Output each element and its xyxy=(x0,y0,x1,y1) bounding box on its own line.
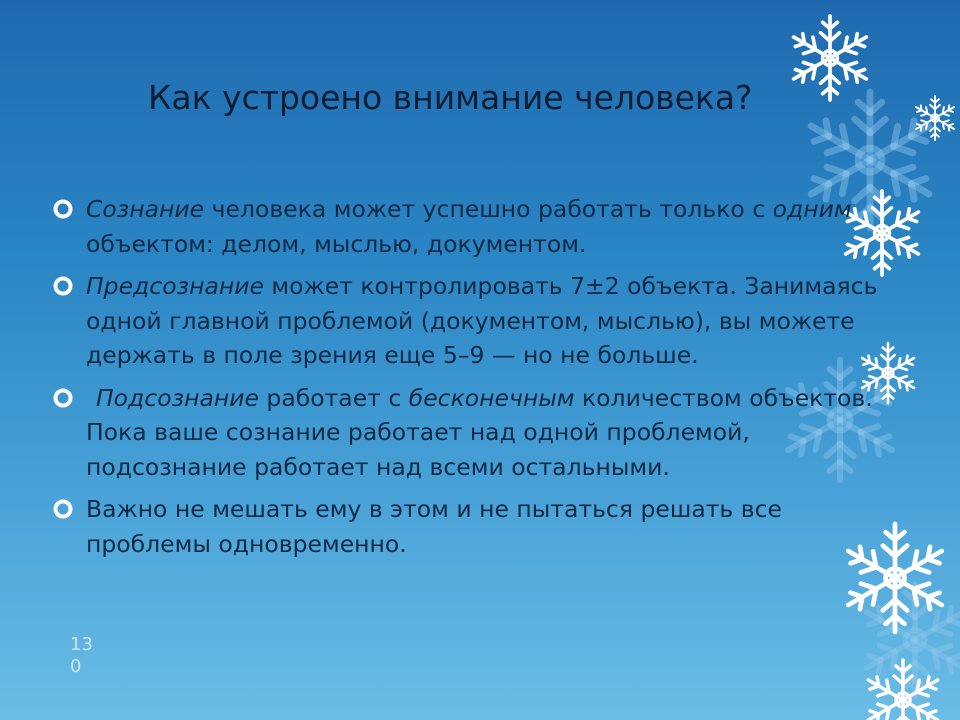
bullet-list xyxy=(52,192,902,561)
term-preconscious: Предсознание xyxy=(86,272,264,300)
emphasis-infinite: бесконечным xyxy=(408,383,575,412)
ring-bullet-icon xyxy=(52,498,74,520)
bullet-item xyxy=(52,192,902,261)
term-consciousness: Сознание xyxy=(86,195,205,223)
bullet-item xyxy=(52,269,902,373)
bullet-text-part: объектом: делом, мыслью, документом. xyxy=(86,229,587,258)
emphasis-one: одним xyxy=(772,195,852,223)
bullet-item xyxy=(52,492,902,561)
slide-title: Как устроено внимание человека? xyxy=(148,78,753,117)
page-number xyxy=(70,634,93,678)
snowflake-icon xyxy=(864,660,942,720)
bullet-text-part: человека может успешно работать только с xyxy=(204,195,773,223)
ring-bullet-icon xyxy=(52,275,74,297)
bullet-text xyxy=(86,195,852,258)
page-number-line: 13 xyxy=(70,634,93,655)
term-subconscious: Подсознание xyxy=(96,383,259,412)
bullet-text xyxy=(86,384,873,481)
bullet-text-part: работает с xyxy=(258,383,409,412)
ring-bullet-icon xyxy=(52,387,74,409)
bullet-item xyxy=(52,381,902,485)
bullet-text-part: количеством объектов. Пока ваше сознание работает над одной проблемой, подсознание работает над всеми остальными. xyxy=(86,383,873,481)
page-number-line: 0 xyxy=(70,656,82,677)
bullet-text-part: может контролировать 7±2 объекта. Занимаясь одной главной проблемой (документом, мыслью), вы можете держать в поле зрения еще 5–9 — но не больше. xyxy=(86,272,878,369)
bullet-text: Важно не мешать ему в этом и не пытаться решать все проблемы одновременно. xyxy=(86,495,782,558)
ring-bullet-icon xyxy=(52,198,74,220)
bullet-text xyxy=(86,272,877,369)
